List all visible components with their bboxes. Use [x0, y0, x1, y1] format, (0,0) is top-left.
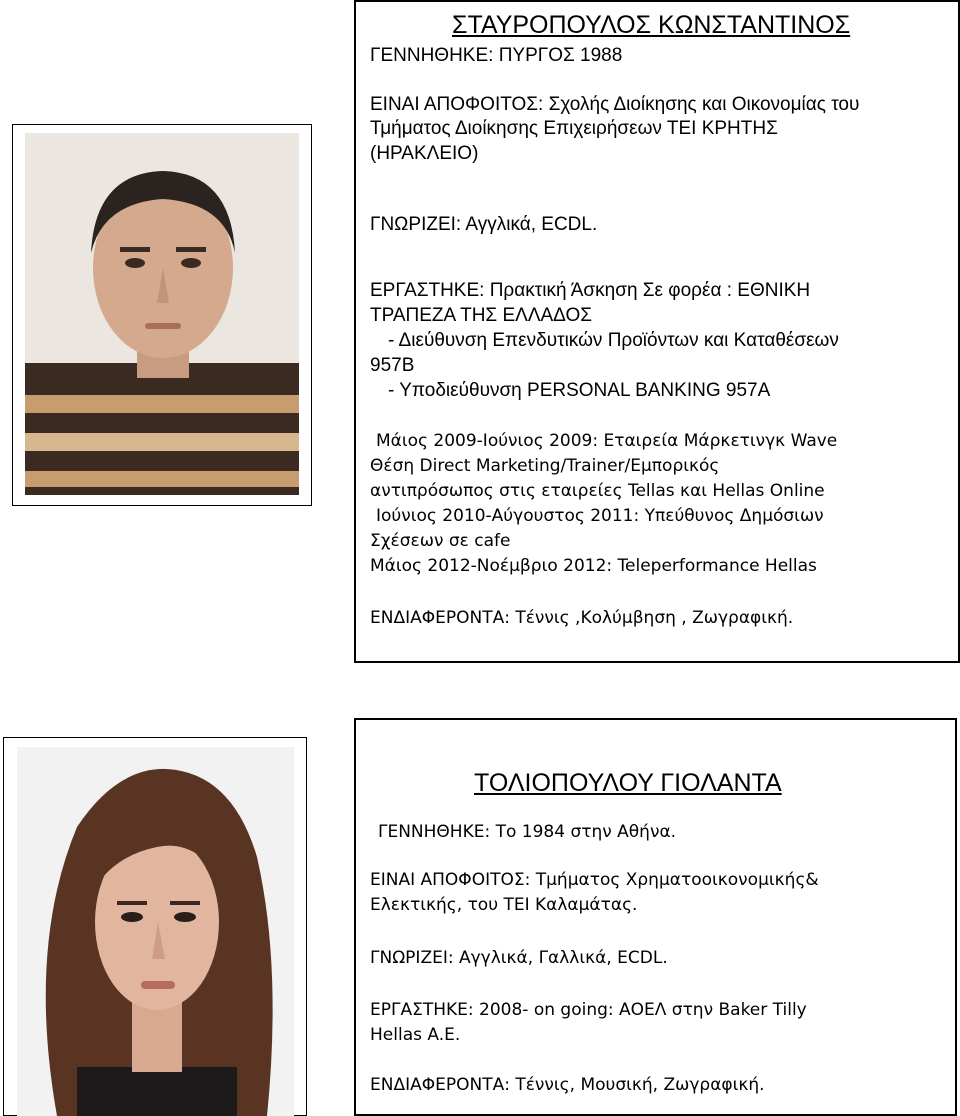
experience-line: Μάιος 2012-Νοέμβριο 2012: Teleperformance Hellas	[370, 556, 817, 576]
portrait-photo-2	[17, 747, 294, 1116]
interests-line: ΕΝΔΙΑΦΕΡΟΝΤΑ: Τέννις, Μουσική, Ζωγραφική.	[370, 1075, 765, 1095]
experience-line: Ιούνιος 2010-Αύγουστος 2011: Υπεύθυνος Δημόσιων	[376, 506, 824, 526]
graduate-line: ΕΙΝΑΙ ΑΠΟΦΟΙΤΟΣ: Σχολής Διοίκησης και Οικονομίας του	[370, 94, 860, 115]
languages-line: ΓΝΩΡΙΖΕΙ: Αγγλικά, ECDL.	[370, 214, 598, 235]
work-line: ΕΡΓΑΣΤΗΚΕ: Πρακτική Άσκηση Σε φορέα : ΕΘΝΙΚΗ	[370, 280, 811, 301]
work-line: - Διεύθυνση Επενδυτικών Προϊόντων και Καταθέσεων	[388, 330, 839, 351]
graduate-line: ΕΙΝΑΙ ΑΠΟΦΟΙΤΟΣ: Τμήματος Χρηματοοικονομικής&	[370, 870, 819, 890]
born-line: ΓΕΝΝΗΘΗΚΕ: ΠΥΡΓΟΣ 1988	[370, 45, 623, 66]
profile-card-2	[354, 718, 957, 1116]
portrait-photo-1	[25, 133, 299, 495]
languages-line: ΓΝΩΡΙΖΕΙ: Αγγλικά, Γαλλικά, ECDL.	[370, 948, 668, 968]
graduate-line: (ΗΡΑΚΛΕΙΟ)	[370, 143, 479, 164]
experience-line: Μάιος 2009-Ιούνιος 2009: Εταιρεία Μάρκετινγκ Wave	[376, 431, 838, 451]
experience-line: Σχέσεων σε cafe	[370, 531, 511, 551]
work-line: ΕΡΓΑΣΤΗΚΕ: 2008- on going: ΑΟΕΛ στην Baker Tilly	[370, 1000, 807, 1020]
experience-line: αντιπρόσωπος στις εταιρείες Tellas και Hellas Online	[370, 481, 825, 501]
born-line: ΓΕΝΝΗΘΗΚΕ: Το 1984 στην Αθήνα.	[378, 822, 677, 842]
person-name: ΣΤΑΥΡΟΠΟΥΛΟΣ ΚΩΝΣΤΑΝΤΙΝΟΣ	[452, 11, 851, 39]
experience-line: Θέση Direct Marketing/Trainer/Εμπορικός	[370, 456, 720, 476]
work-line: - Υποδιεύθυνση PERSONAL BANKING 957Α	[388, 380, 771, 401]
graduate-line: Ελεκτικής, του ΤΕΙ Καλαμάτας.	[370, 895, 638, 915]
work-line: Hellas A.E.	[370, 1025, 461, 1045]
person-name: ΤΟΛΙΟΠΟΥΛΟΥ ΓΙΟΛΑΝΤΑ	[474, 769, 782, 797]
interests-line: ΕΝΔΙΑΦΕΡΟΝΤΑ: Τέννις ,Κολύμβηση , Ζωγραφική.	[370, 608, 794, 628]
graduate-line: Τμήματος Διοίκησης Επιχειρήσεων ΤΕΙ ΚΡΗΤΗΣ	[370, 118, 778, 139]
profile-card-1	[354, 0, 960, 663]
work-line: ΤΡΑΠΕΖΑ ΤΗΣ ΕΛΛΑΔΟΣ	[370, 305, 592, 326]
work-line: 957Β	[370, 355, 415, 376]
